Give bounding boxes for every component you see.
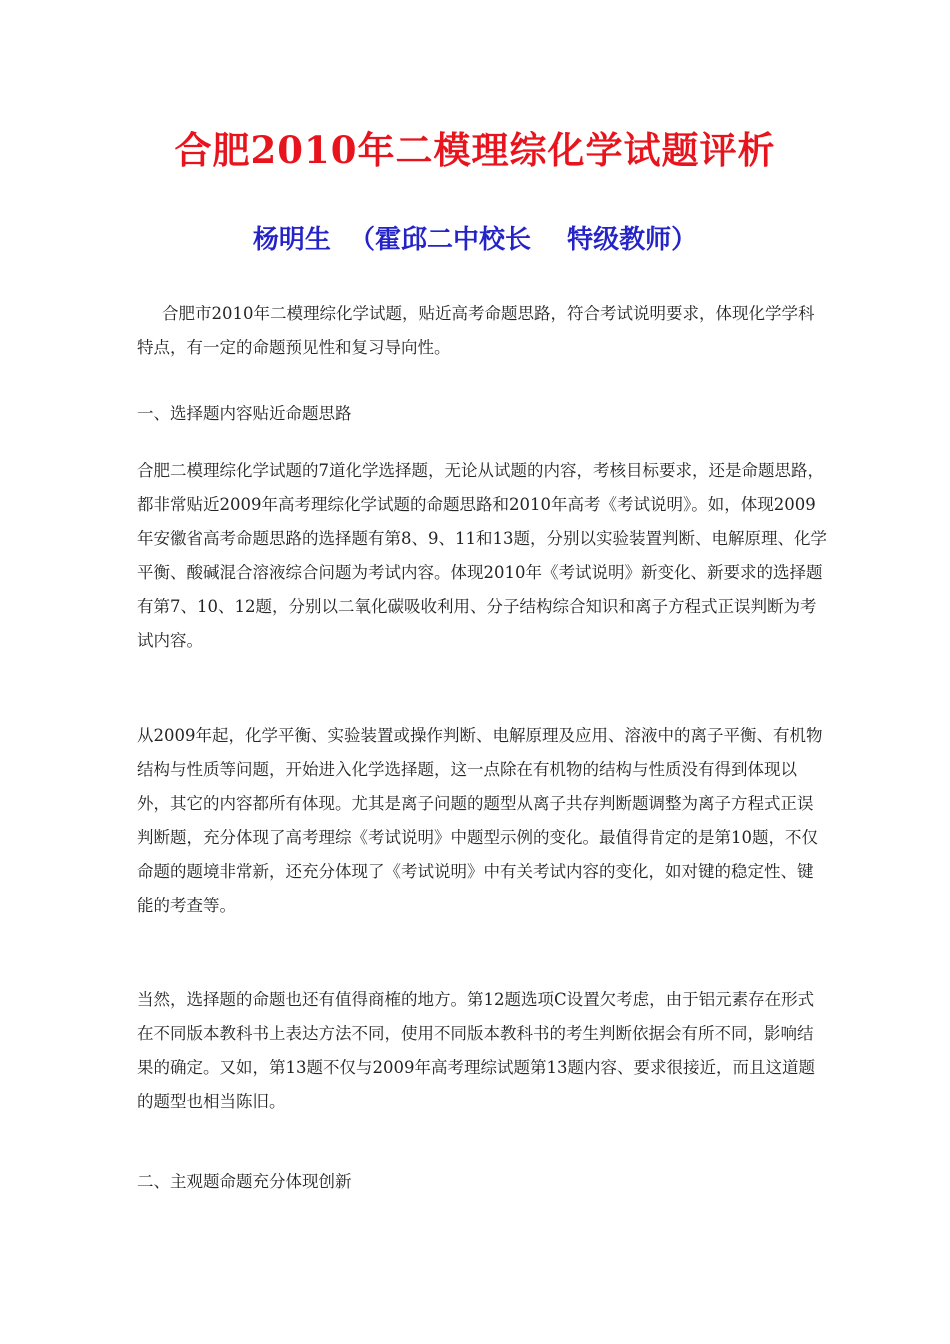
section1-paragraph-2: 从2009年起，化学平衡、实验装置或操作判断、电解原理及应用、溶液中的离子平衡、有机物结构与性质等问题，开始进入化学选择题，这一点除在有机物的结构与性质没有得到体现以外，其它的内容都所有体现。尤其是离子问题的题型从离子共存判断题调整为离子方程式正误判断题，充分体现了高考理综《考试说明》中题型示例的变化。最值得肯定的是第10题，不仅命题的题境非常新，还充分体现了《考试说明》中有关考试内容的变化，如对键的稳定性、键能的考查等。 [137,726,823,915]
document-title: 合肥2010年二模理综化学试题评析 [174,128,776,172]
author-byline: 杨明生 （霍邱二中校长 特级教师） [252,225,698,255]
section-heading-1: 一、选择题内容贴近命题思路 [137,404,352,423]
section1-paragraph-1: 合肥二模理综化学试题的7道化学选择题，无论从试题的内容，考核目标要求，还是命题思路，都非常贴近2009年高考理综化学试题的命题思路和2010年高考《考试说明》。如，体现2009年安徽省高考命题思路的选择题有第8、9、11和13题，分别以实验装置判断、电解原理、化学平衡、酸碱混合溶液综合问题为考试内容。体现2010年《考试说明》新变化、新要求的选择题有第7、10、12题，分别以二氧化碳吸收利用、分子结构综合知识和离子方程式正误判断为考试内容。 [137,461,827,650]
section1-paragraph-3: 当然，选择题的命题也还有值得商榷的地方。第12题选项C设置欠考虑，由于铝元素存在形式在不同版本教科书上表达方法不同，使用不同版本教科书的考生判断依据会有所不同，影响结果的确定。又如，第13题不仅与2009年高考理综试题第13题内容、要求很接近，而且这道题的题型也相当陈旧。 [137,990,815,1111]
section-heading-2: 二、主观题命题充分体现创新 [137,1172,352,1191]
intro-paragraph: 合肥市2010年二模理综化学试题，贴近高考命题思路，符合考试说明要求，体现化学学科特点，有一定的命题预见性和复习导向性。 [137,304,815,357]
